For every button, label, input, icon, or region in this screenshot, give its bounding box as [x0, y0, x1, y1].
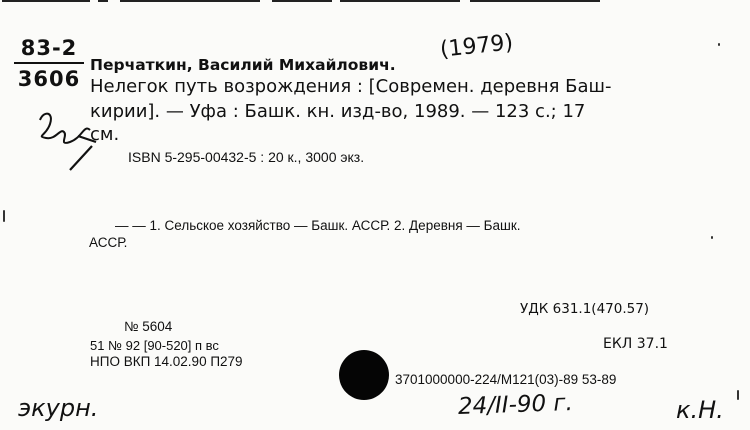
title-line-2: кирии]. — Уфа : Башк. кн. изд-во, 1989. — 123 с.; 17: [90, 101, 586, 122]
subjects-line-2: АССР.: [89, 235, 128, 250]
card-number: № 5604: [124, 319, 173, 334]
ekl-code: ЕКЛ 37.1: [603, 336, 668, 352]
subject-headings: [89, 217, 715, 251]
edge-mark: [718, 43, 720, 46]
subjects-line-1: — — 1. Сельское хозяйство — Башк. АССР. 2. Деревня — Башк.: [115, 218, 521, 233]
handwritten-note-date: 24/II-90 г.: [457, 390, 574, 420]
isbn-line: ISBN 5-295-00432-5 : 20 к., 3000 экз.: [128, 149, 365, 165]
call-number-top: 83-2: [20, 36, 78, 60]
title-line-3: см.: [90, 124, 120, 145]
printer-line: НПО ВКП 14.02.90 П279: [90, 354, 243, 369]
call-number-divider: [14, 62, 84, 64]
author-heading: Перчаткин, Василий Михайлович.: [90, 56, 396, 74]
call-number-bottom: 3606: [17, 67, 81, 91]
handwritten-scribble: [30, 102, 110, 172]
top-edge-bleed: [0, 0, 750, 3]
edge-mark: [737, 390, 739, 400]
order-line: 51 № 92 [90-520] п вс: [90, 338, 219, 353]
udk-code: УДК 631.1(470.57): [520, 301, 650, 317]
call-number: [14, 36, 84, 91]
handwritten-initials: к.Н.: [676, 396, 724, 424]
ink-blot: [339, 350, 389, 400]
edge-mark: [3, 210, 5, 222]
handwritten-note-left: экурн.: [18, 394, 99, 422]
handwritten-year: (1979): [438, 30, 515, 63]
publisher-code: 3701000000-224/М121(03)-89 53-89: [395, 372, 617, 387]
title-line-1: Нелегок путь возрождения : [Современ. деревня Баш-: [90, 76, 612, 97]
